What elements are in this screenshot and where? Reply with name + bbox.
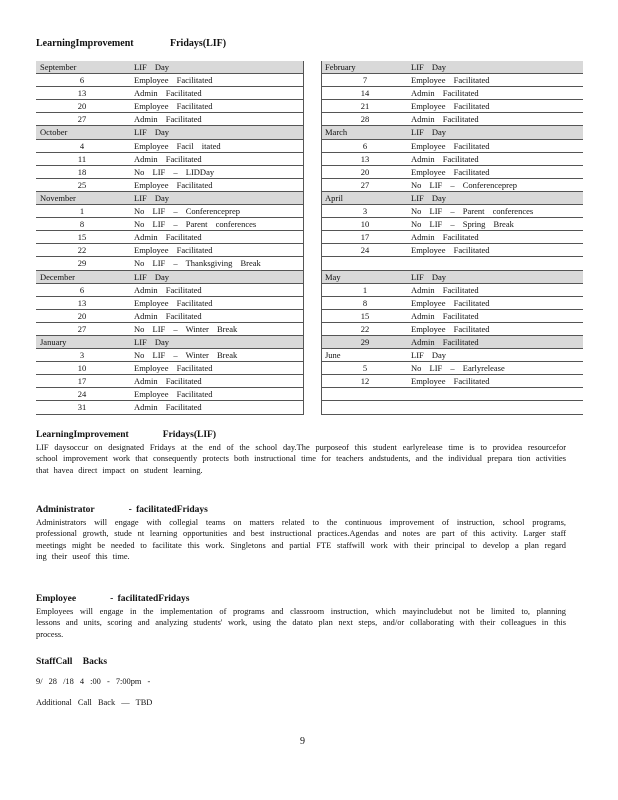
- staff-callbacks-section: [36, 657, 152, 707]
- calendar-month-header: [321, 271, 583, 284]
- calendar-row: [36, 231, 303, 244]
- calendar-row: [36, 205, 303, 218]
- day-number: 6: [79, 284, 85, 295]
- calendar-row: [36, 362, 303, 375]
- lif-day-type: Admin Facilitated: [134, 310, 202, 321]
- calendar-row: [321, 166, 583, 179]
- day-number: 1: [79, 206, 85, 217]
- calendar-row: [321, 218, 583, 231]
- calendar-row: [321, 74, 583, 87]
- lif-day-type: Admin Facilitated: [134, 88, 202, 99]
- day-number: 6: [79, 75, 85, 86]
- lif-day-type: Employee Facilitated: [134, 101, 213, 112]
- calendar-month-header: [321, 126, 583, 139]
- day-number: 13: [360, 153, 370, 164]
- lif-day-type: LIF Day: [134, 62, 170, 72]
- lif-body: LIF daysoccur on designated Fridays at the end of the school day.The purposeof this student earlyrelease time is to providea resourcefor school improvement work that consequently protects both instructional time for teachers andstudents, and the individual prepara tion activities that havea direct impact on student learning.: [36, 442, 566, 475]
- lif-day-type: No LIF – Earlyrelease: [411, 363, 505, 374]
- admin-section: [36, 505, 566, 563]
- lif-day-type: Admin Facilitated: [411, 153, 479, 164]
- calendar-row: [321, 284, 583, 297]
- month-label: September: [40, 62, 77, 72]
- calendar-row: [321, 153, 583, 166]
- lif-day-type: Employee Facilitated: [134, 245, 213, 256]
- calendar-month-header: [321, 61, 583, 74]
- day-number: 24: [77, 389, 87, 400]
- month-label: January: [40, 336, 67, 347]
- lif-day-type: No LIF – Winter Break: [134, 350, 238, 361]
- calendar-row: [36, 244, 303, 257]
- staff-line-1: 9/ 28 /18 4 :00 - 7:00pm -: [36, 677, 151, 686]
- lif-day-type: Employee Facilitated: [134, 363, 213, 374]
- lif-day-type: Admin Facilitated: [134, 284, 202, 295]
- calendar-row: [321, 362, 583, 375]
- calendar-row: [321, 113, 583, 126]
- lif-day-type: Admin Facilitated: [134, 153, 202, 164]
- lif-day-type: Employee Facilitated: [411, 245, 490, 256]
- lif-day-type: No LIF – Thanksgiving Break: [134, 258, 261, 269]
- day-number: 18: [77, 166, 87, 177]
- lif-day-type: No LIF – Parent conferences: [411, 206, 534, 217]
- month-label: May: [325, 271, 341, 282]
- admin-heading: [36, 505, 566, 517]
- lif-day-type: LIF Day: [411, 62, 447, 72]
- calendar-month-header: [321, 192, 583, 205]
- day-number: 3: [362, 206, 368, 217]
- lif-day-type: Employee Facilitated: [411, 140, 490, 151]
- lif-day-type: Admin Facilitated: [411, 284, 479, 295]
- calendar-row: [321, 244, 583, 257]
- day-number: 8: [362, 297, 368, 308]
- calendar-month-header: [321, 336, 583, 349]
- lif-day-type: Admin Facilitated: [134, 232, 202, 243]
- lif-day-type: Admin Facilitated: [411, 232, 479, 243]
- title-right: Fridays(LIF): [170, 38, 227, 49]
- day-number: 27: [77, 114, 87, 125]
- calendar-row: [321, 323, 583, 336]
- calendar-row: [321, 257, 583, 270]
- lif-heading: [36, 430, 566, 442]
- day-number: 17: [77, 376, 87, 387]
- calendar-row: [36, 401, 303, 414]
- calendar-row: [36, 218, 303, 231]
- lif-day-type: Admin Facilitated: [411, 336, 479, 347]
- column-divider: [321, 61, 322, 415]
- month-label: June: [325, 350, 341, 361]
- page-number: 9: [300, 736, 305, 747]
- month-label: November: [40, 192, 76, 203]
- calendar-row: [321, 297, 583, 310]
- calendar-row: [321, 401, 583, 414]
- employee-heading: [36, 594, 566, 606]
- column-divider: [303, 61, 304, 415]
- day-number: 6: [362, 140, 368, 151]
- calendar-row: [36, 323, 303, 336]
- day-number: 8: [79, 219, 85, 230]
- calendar-row: [36, 166, 303, 179]
- day-number: 14: [360, 88, 370, 99]
- lif-day-type: Admin Facilitated: [411, 88, 479, 99]
- calendar-month-header: [36, 192, 303, 205]
- lif-day-type: Employee Facilitated: [411, 376, 490, 387]
- month-label: April: [325, 192, 343, 203]
- lif-day-type: Admin Facilitated: [134, 114, 202, 125]
- calendar-row: [321, 349, 583, 362]
- admin-body: Administrators will engage with collegial teams on matters related to the continuous improvement of instruction, school programs, professional growth, stude nt learning opportunities and best instructional practices.Agendas and notes are part of this activity. Larger staff meetings might be needed to facilitate this work. Singletons and partial FTE staffwill work with their principal to develop a plan regard ing their useof this time.: [36, 517, 566, 562]
- day-number: 15: [360, 310, 370, 321]
- day-number: 28: [360, 114, 370, 125]
- lif-day-type: LIF Day: [411, 271, 447, 282]
- lif-heading-main: LearningImprovement: [36, 430, 129, 440]
- day-number: 7: [362, 75, 368, 86]
- lif-day-type: Employee Facilitated: [134, 179, 213, 190]
- lif-day-type: Employee Facil itated: [134, 140, 221, 151]
- calendar-row: [321, 179, 583, 192]
- lif-section: [36, 430, 566, 476]
- day-number: 27: [360, 179, 370, 190]
- lif-day-type: LIF Day: [411, 350, 447, 361]
- calendar-row: [36, 87, 303, 100]
- lif-day-type: Employee Facilitated: [411, 75, 490, 86]
- calendar-row: [321, 310, 583, 323]
- staff-heading: StaffCall Backs: [36, 657, 108, 667]
- employee-body: Employees will engage in the implementation of programs and classroom instruction, which mayincludebut not be limited to, planning lessons and units, scoring and analyzing students' work, using the datato plan next steps, and/or collaborating with their colleagues in this process.: [36, 606, 566, 639]
- day-number: 12: [360, 376, 370, 387]
- lif-day-type: Admin Facilitated: [134, 402, 202, 413]
- day-number: 13: [77, 88, 87, 99]
- lif-day-type: Employee Facilitated: [411, 166, 490, 177]
- calendar-row: [321, 100, 583, 113]
- page-title: [36, 38, 227, 49]
- lif-day-type: Admin Facilitated: [411, 310, 479, 321]
- lif-day-type: LIF Day: [134, 271, 170, 282]
- day-number: 20: [77, 310, 87, 321]
- day-number: 3: [79, 350, 85, 361]
- lif-day-type: No LIF – LIDDay: [134, 166, 215, 177]
- day-number: 17: [360, 232, 370, 243]
- lif-day-type: Employee Facilitated: [411, 101, 490, 112]
- day-number: 1: [362, 284, 368, 295]
- day-number: 20: [77, 101, 87, 112]
- lif-day-type: LIF Day: [411, 192, 447, 203]
- lif-day-type: No LIF – Conferenceprep: [411, 179, 518, 190]
- calendar-row: [36, 153, 303, 166]
- lif-day-type: No LIF – Winter Break: [134, 323, 238, 334]
- calendar-month-header: [36, 271, 303, 284]
- calendar-month-header: [36, 336, 303, 349]
- day-number: 27: [77, 323, 87, 334]
- lif-day-type: Employee Facilitated: [411, 323, 490, 334]
- calendar-row: [36, 284, 303, 297]
- lif-day-type: Admin Facilitated: [411, 114, 479, 125]
- day-number: 21: [360, 101, 370, 112]
- lif-day-type: LIF Day: [134, 336, 170, 347]
- lif-day-type: Employee Facilitated: [134, 389, 213, 400]
- day-number: 13: [77, 297, 87, 308]
- admin-heading-sub: - facilitatedFridays: [128, 505, 208, 515]
- calendar-row: [321, 205, 583, 218]
- lif-day-type: Admin Facilitated: [134, 376, 202, 387]
- lif-day-type: Employee Facilitated: [134, 75, 213, 86]
- lif-day-type: LIF Day: [134, 127, 170, 138]
- day-number: 25: [77, 179, 87, 190]
- month-label: October: [40, 127, 68, 138]
- calendar-row: [36, 74, 303, 87]
- lif-day-type: No LIF – Conferenceprep: [134, 206, 241, 217]
- day-number: 22: [77, 245, 87, 256]
- lif-day-type: No LIF – Parent conferences: [134, 219, 257, 230]
- calendar-row: [36, 257, 303, 270]
- lif-day-type: No LIF – Spring Break: [411, 219, 514, 230]
- employee-heading-sub: - facilitatedFridays: [110, 594, 190, 604]
- day-number: 31: [77, 402, 87, 413]
- calendar-row: [321, 388, 583, 401]
- lif-heading-sub: Fridays(LIF): [162, 430, 217, 440]
- lif-day-type: Employee Facilitated: [134, 297, 213, 308]
- lif-day-type: Employee Facilitated: [411, 297, 490, 308]
- month-label: December: [40, 271, 75, 282]
- title-left: LearningImprovement: [36, 38, 134, 49]
- day-number: 15: [77, 232, 87, 243]
- admin-heading-main: Administrator: [36, 505, 95, 515]
- day-number: 10: [360, 219, 370, 230]
- month-label: March: [325, 127, 348, 138]
- calendar-right-column: [321, 61, 583, 415]
- calendar-row: [36, 179, 303, 192]
- staff-line-2: Additional Call Back — TBD: [36, 698, 153, 707]
- lif-day-type: LIF Day: [134, 192, 170, 203]
- day-number: 22: [360, 323, 370, 334]
- calendar-row: [36, 140, 303, 153]
- day-number: 24: [360, 245, 370, 256]
- calendar-month-header: [36, 126, 303, 139]
- day-number: 11: [77, 153, 87, 164]
- calendar-month-header: [36, 61, 303, 74]
- calendar-row: [36, 375, 303, 388]
- day-number: 29: [360, 336, 370, 347]
- calendar-row: [321, 140, 583, 153]
- calendar-row: [321, 375, 583, 388]
- employee-heading-main: Employee: [36, 594, 77, 604]
- calendar-row: [36, 388, 303, 401]
- calendar-row: [36, 100, 303, 113]
- calendar-row: [321, 231, 583, 244]
- day-number: 5: [362, 363, 368, 374]
- month-label: February: [325, 62, 356, 72]
- calendar-row: [36, 297, 303, 310]
- day-number: 10: [77, 363, 87, 374]
- day-number: 4: [79, 140, 85, 151]
- calendar-row: [321, 87, 583, 100]
- calendar-row: [36, 310, 303, 323]
- day-number: 29: [77, 258, 87, 269]
- calendar-left-column: [36, 61, 303, 415]
- calendar-row: [36, 113, 303, 126]
- lif-day-type: LIF Day: [411, 127, 447, 138]
- calendar-row: [36, 349, 303, 362]
- day-number: 20: [360, 166, 370, 177]
- employee-section: [36, 594, 566, 640]
